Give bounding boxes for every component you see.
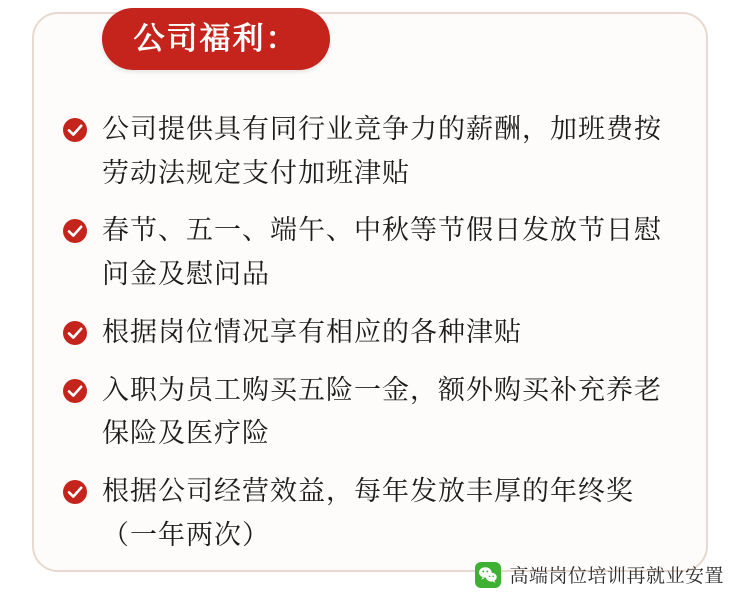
check-circle-icon bbox=[62, 218, 88, 244]
list-item bbox=[62, 209, 682, 296]
wechat-attribution bbox=[475, 561, 724, 588]
list-item bbox=[62, 108, 682, 195]
section-title: 公司福利： bbox=[133, 20, 299, 57]
benefit-text: 公司提供具有同行业竞争力的薪酬，加班费按劳动法规定支付加班津贴 bbox=[102, 114, 662, 189]
check-circle-icon bbox=[62, 320, 88, 346]
wechat-account-name: 高端岗位培训再就业安置 bbox=[509, 565, 724, 587]
benefit-text: 根据岗位情况享有相应的各种津贴 bbox=[102, 316, 522, 348]
list-item bbox=[62, 470, 682, 557]
check-circle-icon bbox=[62, 479, 88, 505]
benefit-text: 春节、五一、端午、中秋等节假日发放节日慰问金及慰问品 bbox=[102, 215, 662, 291]
list-item bbox=[62, 369, 682, 456]
benefits-list bbox=[62, 108, 682, 572]
check-circle-icon bbox=[62, 117, 88, 143]
wechat-icon bbox=[475, 562, 501, 588]
benefit-text: 根据公司经营效益，每年发放丰厚的年终奖（一年两次） bbox=[102, 476, 634, 551]
list-item bbox=[62, 311, 682, 355]
benefit-text: 入职为员工购买五险一金，额外购买补充养老保险及医疗险 bbox=[102, 374, 662, 450]
check-circle-icon bbox=[62, 378, 88, 404]
section-title-badge bbox=[102, 8, 330, 70]
